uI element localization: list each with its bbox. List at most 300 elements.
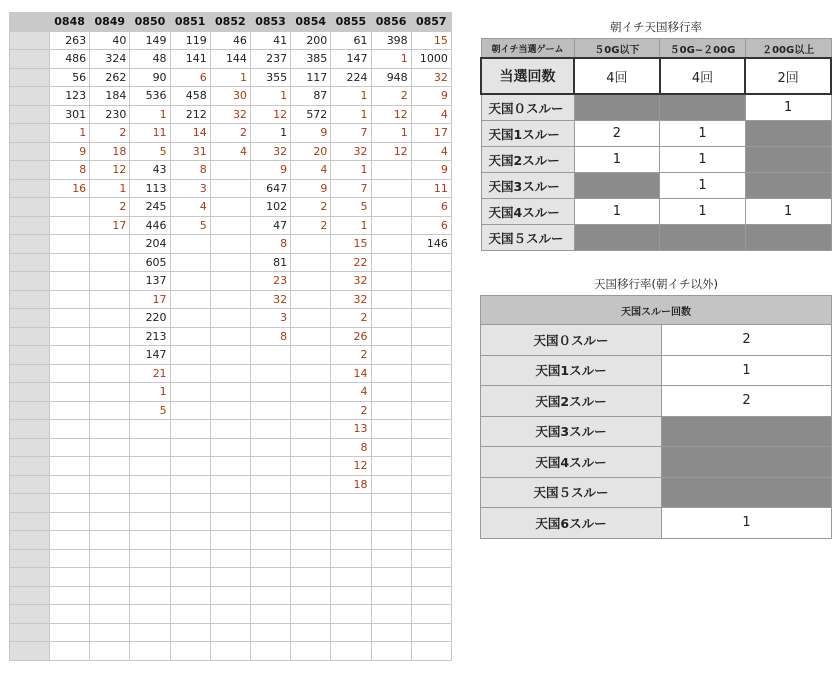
grid-cell[interactable]	[210, 290, 250, 309]
grid-cell[interactable]	[170, 568, 210, 587]
grid-cell[interactable]	[371, 179, 411, 198]
grid-cell[interactable]	[210, 438, 250, 457]
count-cell[interactable]: 1	[662, 355, 832, 386]
grid-row-index-cell[interactable]	[10, 623, 50, 642]
grid-cell[interactable]: 4	[411, 142, 451, 161]
grid-cell[interactable]: 1	[331, 216, 371, 235]
grid-cell[interactable]	[411, 290, 451, 309]
grid-cell[interactable]	[170, 512, 210, 531]
grid-cell[interactable]: 1	[210, 68, 250, 87]
count-cell[interactable]: 1	[574, 199, 660, 225]
grid-cell[interactable]	[210, 198, 250, 217]
grid-cell[interactable]: 2	[371, 87, 411, 106]
grid-cell[interactable]: 144	[210, 50, 250, 69]
grid-cell[interactable]	[210, 512, 250, 531]
grid-cell[interactable]	[250, 494, 290, 513]
grid-cell[interactable]: 11	[411, 179, 451, 198]
grid-cell[interactable]	[130, 531, 170, 550]
grid-cell[interactable]	[90, 253, 130, 272]
grid-col-header[interactable]: 0854	[291, 13, 331, 32]
grid-cell[interactable]	[50, 531, 90, 550]
grid-cell[interactable]: 1	[130, 383, 170, 402]
grid-cell[interactable]: 212	[170, 105, 210, 124]
grid-cell[interactable]	[170, 235, 210, 254]
grid-cell[interactable]: 237	[250, 50, 290, 69]
grid-cell[interactable]	[170, 272, 210, 291]
grid-cell[interactable]	[371, 272, 411, 291]
grid-cell[interactable]	[90, 327, 130, 346]
hit-count-cell[interactable]: 4回	[660, 58, 746, 94]
grid-cell[interactable]: 47	[250, 216, 290, 235]
grid-cell[interactable]	[411, 549, 451, 568]
grid-cell[interactable]: 32	[250, 290, 290, 309]
empty-gray-cell[interactable]	[662, 477, 832, 508]
grid-cell[interactable]	[130, 605, 170, 624]
grid-cell[interactable]	[250, 512, 290, 531]
grid-cell[interactable]	[210, 531, 250, 550]
grid-cell[interactable]	[291, 586, 331, 605]
grid-cell[interactable]: 647	[250, 179, 290, 198]
grid-cell[interactable]: 32	[250, 142, 290, 161]
grid-cell[interactable]	[411, 531, 451, 550]
grid-cell[interactable]: 1000	[411, 50, 451, 69]
grid-cell[interactable]	[371, 253, 411, 272]
empty-gray-cell[interactable]	[574, 225, 660, 251]
grid-cell[interactable]	[90, 494, 130, 513]
grid-cell[interactable]	[371, 512, 411, 531]
grid-cell[interactable]	[50, 420, 90, 439]
grid-cell[interactable]: 141	[170, 50, 210, 69]
grid-cell[interactable]: 23	[250, 272, 290, 291]
grid-cell[interactable]: 1	[371, 124, 411, 143]
grid-col-header[interactable]: 0856	[371, 13, 411, 32]
grid-cell[interactable]	[170, 364, 210, 383]
grid-cell[interactable]	[331, 512, 371, 531]
grid-cell[interactable]	[210, 494, 250, 513]
grid-row-index-cell[interactable]	[10, 438, 50, 457]
grid-cell[interactable]	[250, 568, 290, 587]
grid-cell[interactable]	[50, 235, 90, 254]
grid-cell[interactable]	[291, 494, 331, 513]
grid-cell[interactable]	[170, 549, 210, 568]
grid-cell[interactable]	[250, 475, 290, 494]
grid-cell[interactable]	[90, 401, 130, 420]
grid-cell[interactable]	[331, 494, 371, 513]
grid-cell[interactable]	[130, 549, 170, 568]
grid-cell[interactable]	[250, 438, 290, 457]
empty-gray-cell[interactable]	[745, 173, 831, 199]
grid-cell[interactable]: 149	[130, 31, 170, 50]
grid-cell[interactable]	[50, 438, 90, 457]
grid-cell[interactable]	[411, 642, 451, 661]
count-cell[interactable]: 1	[662, 508, 832, 539]
grid-cell[interactable]	[291, 642, 331, 661]
grid-cell[interactable]	[170, 605, 210, 624]
grid-cell[interactable]	[170, 475, 210, 494]
empty-gray-cell[interactable]	[662, 416, 832, 447]
grid-cell[interactable]	[210, 235, 250, 254]
grid-cell[interactable]	[50, 494, 90, 513]
grid-cell[interactable]: 5	[331, 198, 371, 217]
grid-cell[interactable]	[90, 457, 130, 476]
grid-row-index-cell[interactable]	[10, 142, 50, 161]
grid-cell[interactable]: 4	[411, 105, 451, 124]
grid-cell[interactable]	[291, 568, 331, 587]
empty-gray-cell[interactable]	[745, 147, 831, 173]
grid-cell[interactable]	[250, 457, 290, 476]
grid-cell[interactable]	[331, 642, 371, 661]
grid-cell[interactable]	[411, 327, 451, 346]
grid-cell[interactable]	[411, 438, 451, 457]
count-cell[interactable]: 1	[745, 199, 831, 225]
grid-cell[interactable]: 32	[331, 142, 371, 161]
grid-cell[interactable]: 146	[411, 235, 451, 254]
grid-cell[interactable]	[130, 457, 170, 476]
grid-cell[interactable]: 1	[250, 87, 290, 106]
grid-cell[interactable]	[210, 216, 250, 235]
hit-count-cell[interactable]: 2回	[745, 58, 831, 94]
grid-row-index-cell[interactable]	[10, 457, 50, 476]
grid-cell[interactable]	[130, 494, 170, 513]
grid-cell[interactable]	[411, 420, 451, 439]
grid-cell[interactable]: 41	[250, 31, 290, 50]
grid-cell[interactable]: 113	[130, 179, 170, 198]
grid-cell[interactable]	[371, 327, 411, 346]
grid-cell[interactable]	[371, 364, 411, 383]
grid-col-header[interactable]: 0855	[331, 13, 371, 32]
grid-cell[interactable]	[291, 346, 331, 365]
grid-cell[interactable]	[411, 568, 451, 587]
grid-cell[interactable]	[371, 568, 411, 587]
grid-cell[interactable]: 22	[331, 253, 371, 272]
grid-cell[interactable]	[411, 383, 451, 402]
grid-cell[interactable]: 2	[90, 124, 130, 143]
grid-cell[interactable]: 385	[291, 50, 331, 69]
grid-cell[interactable]	[411, 586, 451, 605]
grid-cell[interactable]	[371, 438, 411, 457]
grid-cell[interactable]	[90, 605, 130, 624]
grid-cell[interactable]: 56	[50, 68, 90, 87]
grid-row-index-cell[interactable]	[10, 401, 50, 420]
grid-cell[interactable]	[130, 586, 170, 605]
grid-cell[interactable]	[170, 309, 210, 328]
grid-cell[interactable]	[371, 309, 411, 328]
grid-cell[interactable]: 3	[170, 179, 210, 198]
grid-cell[interactable]: 2	[331, 309, 371, 328]
grid-cell[interactable]: 123	[50, 87, 90, 106]
grid-row-index-cell[interactable]	[10, 216, 50, 235]
grid-cell[interactable]	[90, 568, 130, 587]
grid-cell[interactable]	[50, 216, 90, 235]
grid-cell[interactable]	[250, 623, 290, 642]
grid-cell[interactable]: 1	[331, 87, 371, 106]
grid-cell[interactable]	[90, 512, 130, 531]
grid-col-header[interactable]: 0851	[170, 13, 210, 32]
grid-cell[interactable]	[371, 216, 411, 235]
grid-col-header[interactable]: 0849	[90, 13, 130, 32]
empty-gray-cell[interactable]	[662, 447, 832, 478]
grid-cell[interactable]: 486	[50, 50, 90, 69]
count-cell[interactable]: 1	[745, 94, 831, 121]
grid-cell[interactable]	[371, 346, 411, 365]
grid-cell[interactable]	[250, 364, 290, 383]
grid-cell[interactable]: 119	[170, 31, 210, 50]
grid-cell[interactable]	[411, 512, 451, 531]
grid-cell[interactable]	[291, 605, 331, 624]
grid-cell[interactable]	[170, 346, 210, 365]
grid-cell[interactable]	[50, 327, 90, 346]
grid-cell[interactable]	[371, 642, 411, 661]
grid-cell[interactable]	[411, 475, 451, 494]
grid-row-index-cell[interactable]	[10, 420, 50, 439]
grid-cell[interactable]	[50, 586, 90, 605]
grid-cell[interactable]: 11	[130, 124, 170, 143]
grid-cell[interactable]	[170, 586, 210, 605]
grid-cell[interactable]: 605	[130, 253, 170, 272]
grid-cell[interactable]	[411, 623, 451, 642]
grid-cell[interactable]	[90, 531, 130, 550]
grid-cell[interactable]	[170, 383, 210, 402]
grid-row-index-cell[interactable]	[10, 253, 50, 272]
grid-row-index-cell[interactable]	[10, 531, 50, 550]
grid-cell[interactable]	[210, 642, 250, 661]
grid-cell[interactable]	[291, 531, 331, 550]
grid-cell[interactable]: 9	[250, 161, 290, 180]
grid-cell[interactable]: 245	[130, 198, 170, 217]
grid-cell[interactable]	[90, 438, 130, 457]
grid-cell[interactable]	[90, 272, 130, 291]
grid-cell[interactable]	[371, 401, 411, 420]
grid-cell[interactable]	[371, 475, 411, 494]
grid-cell[interactable]: 18	[90, 142, 130, 161]
grid-row-index-cell[interactable]	[10, 346, 50, 365]
grid-cell[interactable]: 12	[90, 161, 130, 180]
grid-cell[interactable]	[371, 549, 411, 568]
grid-row-index-cell[interactable]	[10, 549, 50, 568]
grid-cell[interactable]	[291, 235, 331, 254]
grid-cell[interactable]	[50, 383, 90, 402]
count-cell[interactable]: 2	[662, 386, 832, 417]
grid-cell[interactable]: 9	[291, 124, 331, 143]
grid-cell[interactable]: 220	[130, 309, 170, 328]
empty-gray-cell[interactable]	[660, 94, 746, 121]
grid-cell[interactable]: 458	[170, 87, 210, 106]
grid-cell[interactable]: 12	[250, 105, 290, 124]
grid-cell[interactable]	[130, 512, 170, 531]
grid-col-header[interactable]: 0857	[411, 13, 451, 32]
grid-cell[interactable]: 31	[170, 142, 210, 161]
grid-cell[interactable]: 948	[371, 68, 411, 87]
empty-gray-cell[interactable]	[574, 94, 660, 121]
grid-cell[interactable]	[210, 179, 250, 198]
grid-cell[interactable]	[291, 309, 331, 328]
grid-cell[interactable]	[291, 253, 331, 272]
grid-cell[interactable]	[130, 438, 170, 457]
grid-cell[interactable]	[170, 253, 210, 272]
grid-cell[interactable]	[371, 457, 411, 476]
grid-cell[interactable]: 7	[331, 179, 371, 198]
grid-cell[interactable]: 398	[371, 31, 411, 50]
grid-row-index-cell[interactable]	[10, 124, 50, 143]
grid-cell[interactable]	[90, 309, 130, 328]
grid-cell[interactable]: 12	[371, 105, 411, 124]
grid-cell[interactable]: 15	[411, 31, 451, 50]
grid-cell[interactable]	[130, 642, 170, 661]
grid-cell[interactable]: 8	[250, 235, 290, 254]
grid-cell[interactable]	[50, 198, 90, 217]
grid-cell[interactable]	[250, 383, 290, 402]
grid-cell[interactable]: 5	[130, 142, 170, 161]
grid-cell[interactable]: 5	[130, 401, 170, 420]
grid-cell[interactable]	[331, 605, 371, 624]
grid-cell[interactable]	[170, 457, 210, 476]
count-cell[interactable]: 1	[660, 173, 746, 199]
grid-cell[interactable]: 32	[331, 272, 371, 291]
grid-cell[interactable]: 1	[130, 105, 170, 124]
grid-cell[interactable]	[90, 383, 130, 402]
count-cell[interactable]: 1	[660, 147, 746, 173]
grid-cell[interactable]: 43	[130, 161, 170, 180]
grid-cell[interactable]	[130, 623, 170, 642]
grid-col-header[interactable]: 0853	[250, 13, 290, 32]
grid-cell[interactable]: 204	[130, 235, 170, 254]
grid-cell[interactable]	[291, 383, 331, 402]
grid-cell[interactable]	[411, 401, 451, 420]
grid-cell[interactable]	[250, 420, 290, 439]
grid-cell[interactable]	[210, 401, 250, 420]
grid-row-index-cell[interactable]	[10, 50, 50, 69]
grid-cell[interactable]	[291, 623, 331, 642]
grid-cell[interactable]: 6	[170, 68, 210, 87]
grid-cell[interactable]: 213	[130, 327, 170, 346]
grid-cell[interactable]	[371, 420, 411, 439]
grid-cell[interactable]	[170, 401, 210, 420]
grid-cell[interactable]: 16	[50, 179, 90, 198]
grid-cell[interactable]: 1	[90, 179, 130, 198]
grid-cell[interactable]: 8	[170, 161, 210, 180]
grid-cell[interactable]	[331, 531, 371, 550]
grid-cell[interactable]	[210, 475, 250, 494]
grid-cell[interactable]	[210, 420, 250, 439]
grid-cell[interactable]	[170, 642, 210, 661]
grid-cell[interactable]: 1	[371, 50, 411, 69]
grid-cell[interactable]	[210, 383, 250, 402]
grid-cell[interactable]	[50, 642, 90, 661]
grid-row-index-cell[interactable]	[10, 87, 50, 106]
grid-cell[interactable]	[411, 364, 451, 383]
grid-cell[interactable]: 81	[250, 253, 290, 272]
grid-cell[interactable]	[411, 253, 451, 272]
grid-cell[interactable]	[90, 623, 130, 642]
grid-cell[interactable]: 200	[291, 31, 331, 50]
grid-cell[interactable]: 2	[210, 124, 250, 143]
grid-cell[interactable]	[210, 605, 250, 624]
hit-count-cell[interactable]: 4回	[574, 58, 660, 94]
grid-cell[interactable]	[291, 364, 331, 383]
grid-cell[interactable]: 2	[331, 346, 371, 365]
grid-cell[interactable]	[291, 290, 331, 309]
grid-cell[interactable]: 18	[331, 475, 371, 494]
grid-cell[interactable]	[90, 586, 130, 605]
grid-cell[interactable]: 26	[331, 327, 371, 346]
grid-cell[interactable]: 17	[130, 290, 170, 309]
grid-cell[interactable]	[210, 161, 250, 180]
grid-cell[interactable]	[90, 420, 130, 439]
grid-cell[interactable]: 147	[130, 346, 170, 365]
grid-cell[interactable]	[210, 309, 250, 328]
grid-cell[interactable]: 7	[331, 124, 371, 143]
grid-row-index-cell[interactable]	[10, 364, 50, 383]
grid-cell[interactable]	[291, 457, 331, 476]
grid-cell[interactable]	[170, 420, 210, 439]
grid-cell[interactable]	[250, 605, 290, 624]
grid-cell[interactable]: 301	[50, 105, 90, 124]
grid-cell[interactable]	[210, 623, 250, 642]
grid-cell[interactable]: 4	[210, 142, 250, 161]
grid-cell[interactable]	[50, 290, 90, 309]
grid-cell[interactable]: 324	[90, 50, 130, 69]
grid-cell[interactable]	[250, 642, 290, 661]
grid-cell[interactable]	[170, 438, 210, 457]
grid-cell[interactable]: 9	[411, 161, 451, 180]
grid-cell[interactable]	[50, 623, 90, 642]
grid-cell[interactable]	[291, 475, 331, 494]
grid-cell[interactable]	[210, 253, 250, 272]
grid-cell[interactable]: 6	[411, 198, 451, 217]
grid-cell[interactable]: 20	[291, 142, 331, 161]
grid-cell[interactable]: 12	[331, 457, 371, 476]
grid-cell[interactable]: 1	[50, 124, 90, 143]
grid-cell[interactable]	[50, 346, 90, 365]
grid-cell[interactable]: 117	[291, 68, 331, 87]
grid-cell[interactable]: 8	[50, 161, 90, 180]
grid-cell[interactable]	[130, 420, 170, 439]
grid-cell[interactable]	[50, 475, 90, 494]
count-cell[interactable]: 2	[574, 121, 660, 147]
grid-cell[interactable]: 262	[90, 68, 130, 87]
grid-cell[interactable]	[210, 586, 250, 605]
grid-cell[interactable]	[291, 420, 331, 439]
grid-cell[interactable]: 2	[90, 198, 130, 217]
grid-cell[interactable]: 147	[331, 50, 371, 69]
grid-row-index-cell[interactable]	[10, 161, 50, 180]
grid-cell[interactable]: 4	[331, 383, 371, 402]
grid-cell[interactable]	[90, 549, 130, 568]
empty-gray-cell[interactable]	[745, 121, 831, 147]
grid-cell[interactable]: 32	[331, 290, 371, 309]
grid-cell[interactable]	[50, 309, 90, 328]
grid-cell[interactable]: 32	[411, 68, 451, 87]
grid-cell[interactable]: 184	[90, 87, 130, 106]
grid-cell[interactable]	[291, 327, 331, 346]
grid-cell[interactable]	[331, 586, 371, 605]
grid-cell[interactable]: 32	[210, 105, 250, 124]
grid-row-index-cell[interactable]	[10, 235, 50, 254]
grid-cell[interactable]: 12	[371, 142, 411, 161]
grid-cell[interactable]	[371, 531, 411, 550]
grid-cell[interactable]: 87	[291, 87, 331, 106]
grid-cell[interactable]: 102	[250, 198, 290, 217]
grid-cell[interactable]	[130, 475, 170, 494]
grid-cell[interactable]	[371, 235, 411, 254]
grid-cell[interactable]: 5	[170, 216, 210, 235]
count-cell[interactable]: 1	[660, 121, 746, 147]
grid-cell[interactable]	[411, 272, 451, 291]
grid-cell[interactable]	[250, 346, 290, 365]
grid-row-index-cell[interactable]	[10, 605, 50, 624]
grid-cell[interactable]	[90, 364, 130, 383]
grid-cell[interactable]	[331, 568, 371, 587]
